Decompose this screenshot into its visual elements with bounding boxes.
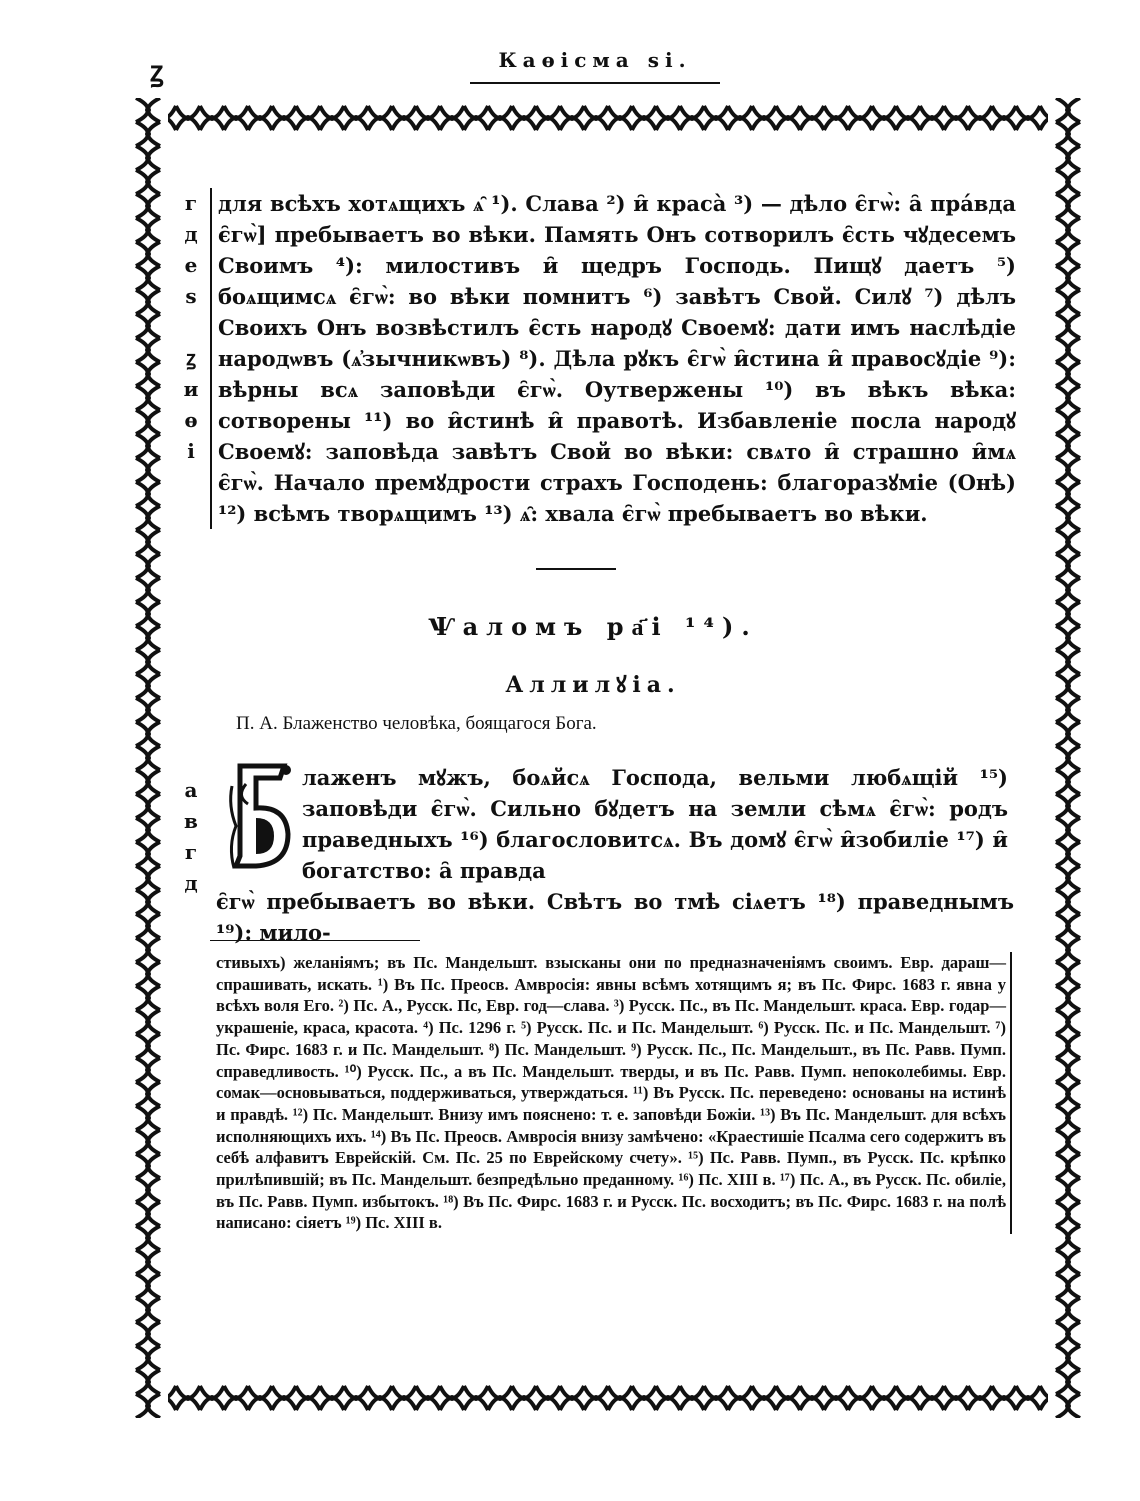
verse-number: г (184, 191, 198, 215)
ornament-border-right (1048, 98, 1088, 1418)
ornament-border-top (128, 98, 1088, 138)
page-number: ꙁ (150, 55, 164, 88)
ornament-border-left (128, 98, 168, 1418)
running-title: Каѳісма ѕі. (470, 48, 720, 84)
psalm-111-text (302, 762, 1008, 886)
verse-number: е (184, 253, 198, 277)
verse-number (178, 312, 204, 343)
verse-number: а (184, 778, 198, 802)
psalm-110-text: для всѣхъ хотѧщихъ ѧ̑ ¹). Слава ²) и̑ краса̀ ³) — дѣло є̑гѡ̀: а̑ пра́вда є̑гѡ̀] пребываетъ во вѣки. Память Онъ сотворилъ є̑сть чꙋдесемъ Своимъ ⁴): милостивъ и̑ щедръ Господь. Пищꙋ даетъ ⁵) боѧщимсѧ є̑гѡ̀: во вѣки помнитъ ⁶) завѣтъ Свой. Силꙋ ⁷) дѣлъ Своихъ Онъ возвѣстилъ є̑сть народꙋ Своемꙋ: дати имъ наслѣдіе народѡвъ (ѧ҆зычникѡвъ) ⁸). Дѣла рꙋкъ є̑гѡ̀ и̑стина и̑ правосꙋдіе ⁹): вѣрны всѧ заповѣди є̑гѡ̀. Оутвержены ¹⁰) въ вѣкъ вѣка: сотворены ¹¹) во и̑стинѣ и̑ правотѣ. Избавленіе посла народꙋ Своемꙋ: заповѣда завѣтъ Свой во вѣки: свѧто и̑ страшно и̑мѧ є̑гѡ̀. Начало премꙋдрости страхъ Господень: благоразꙋміе (Онѣ) ¹²) всѣмъ творѧщимъ ¹³) ѧ̑: хвала є̑гѡ̀ пребываетъ во вѣки. (210, 188, 1016, 529)
verse-number: д (184, 871, 198, 895)
verse-number: д (184, 222, 198, 246)
verse-number: г (184, 840, 198, 864)
verse-numbers-top (178, 188, 204, 467)
ornamental-initial-b-icon (226, 756, 298, 876)
verse-number: ꙁ (186, 346, 196, 370)
verse-number: і (187, 439, 195, 463)
psalm-111-last-line: є̑гѡ̀ пребываетъ во вѣки. Свѣтъ во тмѣ сіѧетъ ¹⁸) праведнымъ ¹⁹): мило- (216, 889, 1014, 945)
section-divider (536, 568, 616, 570)
verse-numbers-bottom (178, 775, 204, 899)
footnotes: стивыхъ) желаніямъ; въ Пс. Мандельшт. взысканы они по предназначеніямъ своимъ. Евр. дараш—спрашивать, искать. ¹) Въ Пс. Преосв. Амвросія: явны всѣмъ хотящимъ я; въ Пс. Фирс. 1683 г. явна у всѣхъ воля Его. ²) Пс. А., Русск. Пс, Евр. год—слава. ³) Русск. Пс., въ Пс. Мандельшт. краса. Евр. годар—украшеніе, краса, красота. ⁴) Пс. 1296 г. ⁵) Русск. Пс. и Пс. Мандельшт. ⁶) Русск. Пс. и Пс. Мандельшт. ⁷) Пс. Фирс. 1683 г. и Пс. Мандельшт. ⁸) Пс. Мандельшт. ⁹) Русск. Пс., Пс. Мандельшт., въ Пс. Равв. Пумп. справедливость. ¹⁰) Русск. Пс., а въ Пс. Мандельшт. тверды, и въ Пс. Равв. Пумп. непоколебимы. Евр. сомак—основываться, поддерживаться, утверждаться. ¹¹) Въ Русск. Пс. переведено: основаны на истинѣ и правдѣ. ¹²) Пс. Мандельшт. Внизу имъ пояснено: т. е. заповѣди Божіи. ¹³) Въ Пс. Мандельшт. для всѣхъ исполняющихъ ихъ. ¹⁴) Въ Пс. Преосв. Амвросія внизу замѣчено: «Краестишіе Псалма сего содержитъ въ себѣ алфавитъ Еврейскій. См. Пс. 25 по Еврейскому счету». ¹⁵) Пс. Равв. Пумп., въ Русск. Пс. крѣпко прилѣпившій; въ Пс. Мандельшт. безпредѣльно преданному. ¹⁶) Пс. XIII в. ¹⁷) Пс. А., въ Русск. Пс. обиліе, въ Пс. Равв. Пумп. избытокъ. ¹⁸) Въ Пс. Фирс. 1683 г. и Русск. Пс. восходитъ; въ Пс. Фирс. 1683 г. на полѣ написано: сіяетъ ¹⁹) Пс. XIII в. (216, 952, 1012, 1234)
verse-number: ѳ (184, 408, 198, 432)
verse-number: ѕ (185, 284, 197, 308)
verse-number: в (184, 809, 198, 833)
verse-number: и (183, 377, 199, 401)
psalm-111-first-lines: лаженъ мꙋжъ, боѧйсѧ Господа, вельми любѧщій ¹⁵) заповѣди є̑гѡ̀. Сильно бꙋдетъ на земли сѣмѧ є̑гѡ̀: родъ праведныхъ ¹⁶) благословитсѧ. Въ домꙋ є̑гѡ̀ и̑зобиліе ¹⁷) и̑ богатство: а̑ правда (302, 765, 1008, 883)
psalm-subtitle: П. А. Блаженство человѣка, боящагося Бога. (236, 713, 597, 734)
psalm-title: Ѱаломъ ра҃і ¹⁴). (428, 612, 758, 641)
ornament-border-bottom (128, 1378, 1088, 1418)
alleluia-heading: Аллилꙋіа. (505, 672, 681, 698)
footnote-rule (210, 940, 420, 941)
